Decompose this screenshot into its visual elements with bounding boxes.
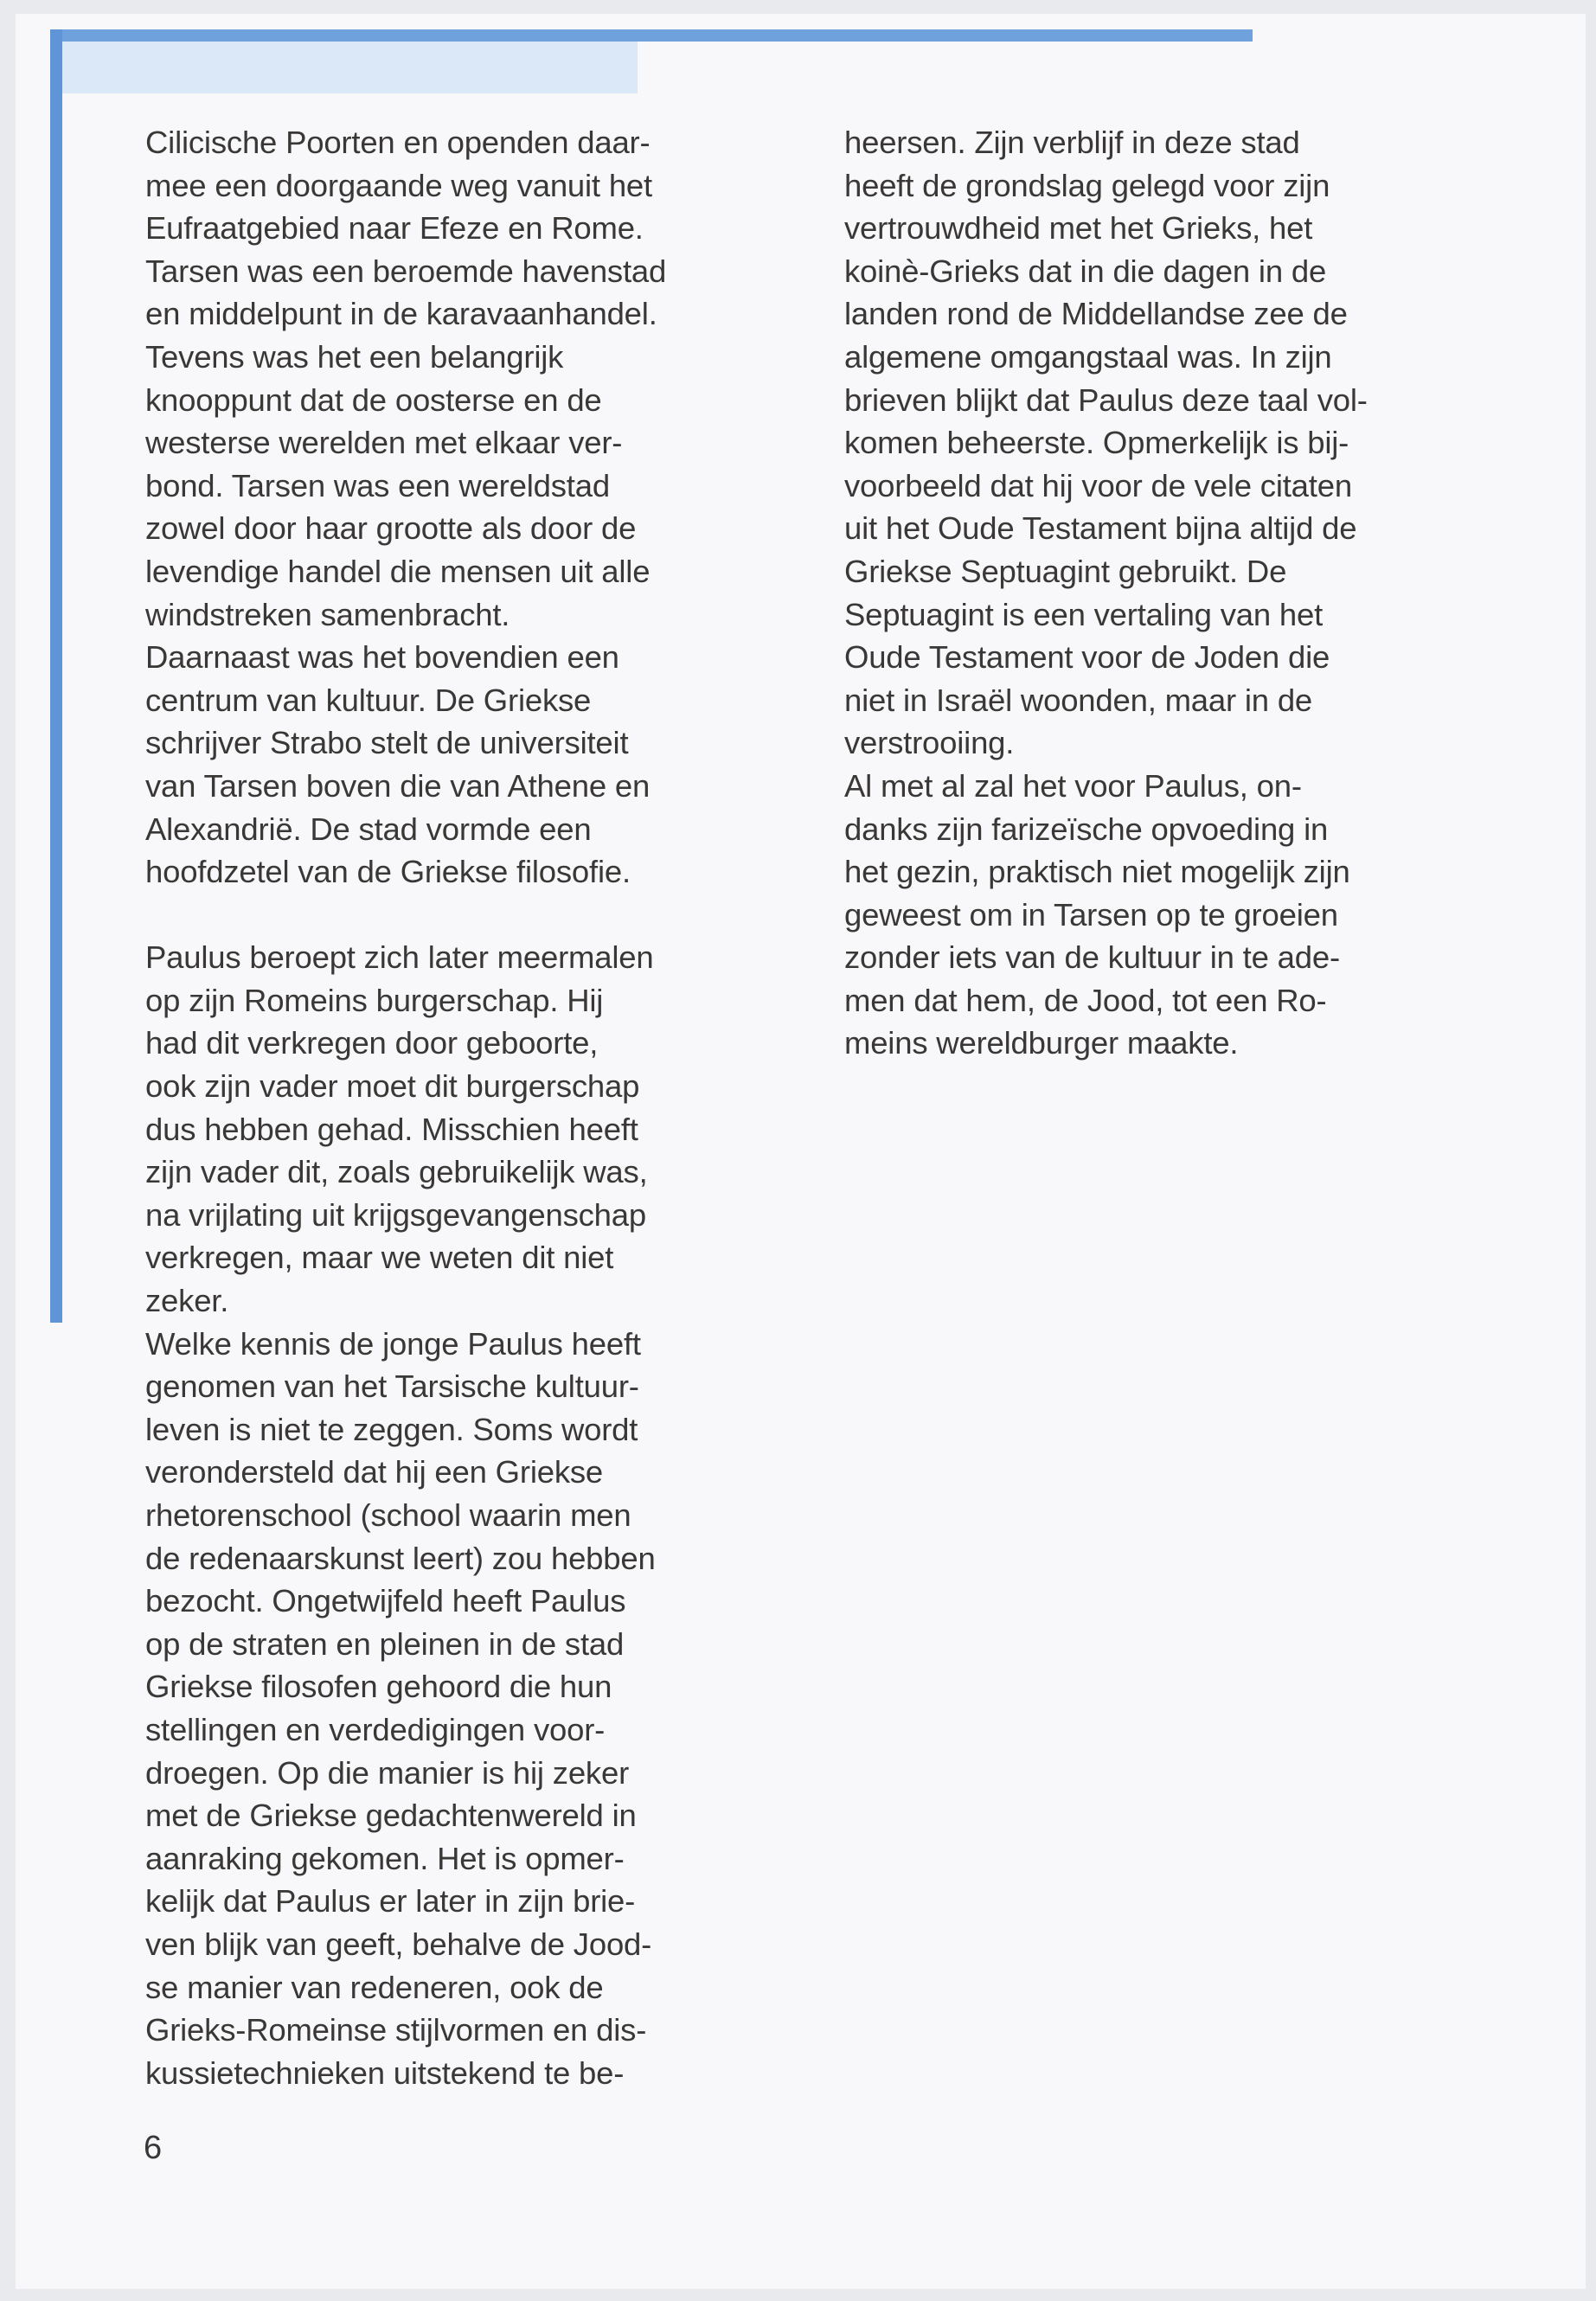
text-line: zeker. xyxy=(145,1283,229,1319)
text-line: van Tarsen boven die van Athene en xyxy=(145,767,651,804)
text-line: Tevens was het een belangrijk xyxy=(145,338,564,375)
left-text-column xyxy=(145,121,768,2094)
page-number: 6 xyxy=(144,2130,163,2166)
text-line: leven is niet te zeggen. Soms wordt xyxy=(145,1411,638,1447)
text-line: westerse werelden met elkaar ver- xyxy=(145,425,623,461)
text-line: verkregen, maar we weten dit niet xyxy=(145,1240,614,1276)
text-line: Grieks-Romeinse stijlvormen en dis- xyxy=(145,2012,647,2048)
text-line: kelijk dat Paulus er later in zijn brie- xyxy=(145,1883,636,1920)
accent-bar-left xyxy=(50,29,62,1323)
text-line: zowel door haar grootte als door de xyxy=(145,510,637,547)
text-line: verondersteld dat hij een Griekse xyxy=(145,1454,604,1490)
text-line: had dit verkregen door geboorte, xyxy=(145,1025,599,1061)
text-line: mee een doorgaande weg vanuit het xyxy=(145,167,652,203)
text-line: met de Griekse gedachtenwereld in xyxy=(145,1798,637,1834)
text-line: Tarsen was een beroemde havenstad xyxy=(145,253,667,289)
right-text-column xyxy=(844,121,1467,1065)
text-line: en middelpunt in de karavaanhandel. xyxy=(145,296,657,332)
text-line: uit het Oude Testament bijna altijd de xyxy=(844,510,1357,547)
text-line: centrum van kultuur. De Griekse xyxy=(145,682,592,718)
left-paragraph-2 xyxy=(145,936,768,2094)
text-line: op de straten en pleinen in de stad xyxy=(145,1625,625,1662)
text-line: de redenaarskunst leert) zou hebben xyxy=(145,1540,656,1576)
accent-tint-block xyxy=(62,42,638,93)
text-line: algemene omgangstaal was. In zijn xyxy=(844,338,1332,375)
text-line: zijn vader dit, zoals gebruikelijk was, xyxy=(145,1154,648,1190)
text-line: droegen. Op die manier is hij zeker xyxy=(145,1754,630,1791)
text-line: Oude Testament voor de Joden die xyxy=(844,639,1330,676)
text-line: Septuagint is een vertaling van het xyxy=(844,596,1324,632)
text-line: bond. Tarsen was een wereldstad xyxy=(145,467,610,503)
text-line: bezocht. Ongetwijfeld heeft Paulus xyxy=(145,1583,626,1619)
text-line: Paulus beroept zich later meermalen xyxy=(145,939,654,976)
text-line: Alexandrië. De stad vormde een xyxy=(145,811,592,847)
text-line: komen beheerste. Opmerkelijk is bij- xyxy=(844,425,1349,461)
text-line: heeft de grondslag gelegd voor zijn xyxy=(844,167,1330,203)
text-line: heersen. Zijn verblijf in deze stad xyxy=(844,125,1300,160)
text-line: stellingen en verdedigingen voor- xyxy=(145,1711,606,1747)
text-line: windstreken samenbracht. xyxy=(145,596,510,632)
text-line: zonder iets van de kultuur in te ade- xyxy=(844,939,1340,976)
text-line: landen rond de Middellandse zee de xyxy=(844,296,1348,332)
text-line: schrijver Strabo stelt de universiteit xyxy=(145,725,629,761)
text-line: verstrooiing. xyxy=(844,725,1015,761)
paragraph-gap xyxy=(145,894,768,937)
text-line: Welke kennis de jonge Paulus heeft xyxy=(145,1325,641,1362)
text-line: Griekse Septuagint gebruikt. De xyxy=(844,553,1287,589)
text-line: het gezin, praktisch niet mogelijk zijn xyxy=(844,854,1350,890)
text-line: genomen van het Tarsische kultuur- xyxy=(145,1368,639,1405)
text-line: na vrijlating uit krijgsgevangenschap xyxy=(145,1196,646,1233)
text-line: op zijn Romeins burgerschap. Hij xyxy=(145,982,604,1018)
text-line: Al met al zal het voor Paulus, on- xyxy=(844,767,1302,804)
text-line: dus hebben gehad. Misschien heeft xyxy=(145,1111,638,1147)
text-line: meins wereldburger maakte. xyxy=(844,1025,1239,1061)
text-line: hoofdzetel van de Griekse filosofie. xyxy=(145,854,631,890)
text-line: se manier van redeneren, ook de xyxy=(145,1969,604,2005)
text-line: Daarnaast was het bovendien een xyxy=(145,639,619,676)
left-paragraph-1 xyxy=(145,121,768,894)
text-line: knooppunt dat de oosterse en de xyxy=(145,381,602,418)
text-line: Cilicische Poorten en openden daar- xyxy=(145,125,651,160)
text-line: brieven blijkt dat Paulus deze taal vol- xyxy=(844,381,1368,418)
text-line: aanraking gekomen. Het is opmer- xyxy=(145,1840,625,1876)
text-line: geweest om in Tarsen op te groeien xyxy=(844,896,1338,933)
text-line: niet in Israël woonden, maar in de xyxy=(844,682,1313,718)
text-line: Griekse filosofen gehoord die hun xyxy=(145,1669,612,1705)
text-line: voorbeeld dat hij voor de vele citaten xyxy=(844,467,1352,503)
text-line: rhetorenschool (school waarin men xyxy=(145,1497,631,1533)
text-line: ook zijn vader moet dit burgerschap xyxy=(145,1068,640,1105)
text-line: vertrouwdheid met het Grieks, het xyxy=(844,210,1313,247)
accent-bar-top xyxy=(50,29,1253,42)
text-line: kussietechnieken uitstekend te be- xyxy=(145,2054,625,2091)
text-line: Eufraatgebied naar Efeze en Rome. xyxy=(145,210,644,247)
text-line: koinè-Grieks dat in die dagen in de xyxy=(844,253,1327,289)
text-line: danks zijn farizeïsche opvoeding in xyxy=(844,811,1329,847)
text-line: men dat hem, de Jood, tot een Ro- xyxy=(844,982,1327,1018)
text-line: ven blijk van geeft, behalve de Jood- xyxy=(145,1926,652,1962)
text-line: levendige handel die mensen uit alle xyxy=(145,553,651,589)
book-page xyxy=(16,14,1586,2289)
right-paragraph-1 xyxy=(844,121,1467,1065)
